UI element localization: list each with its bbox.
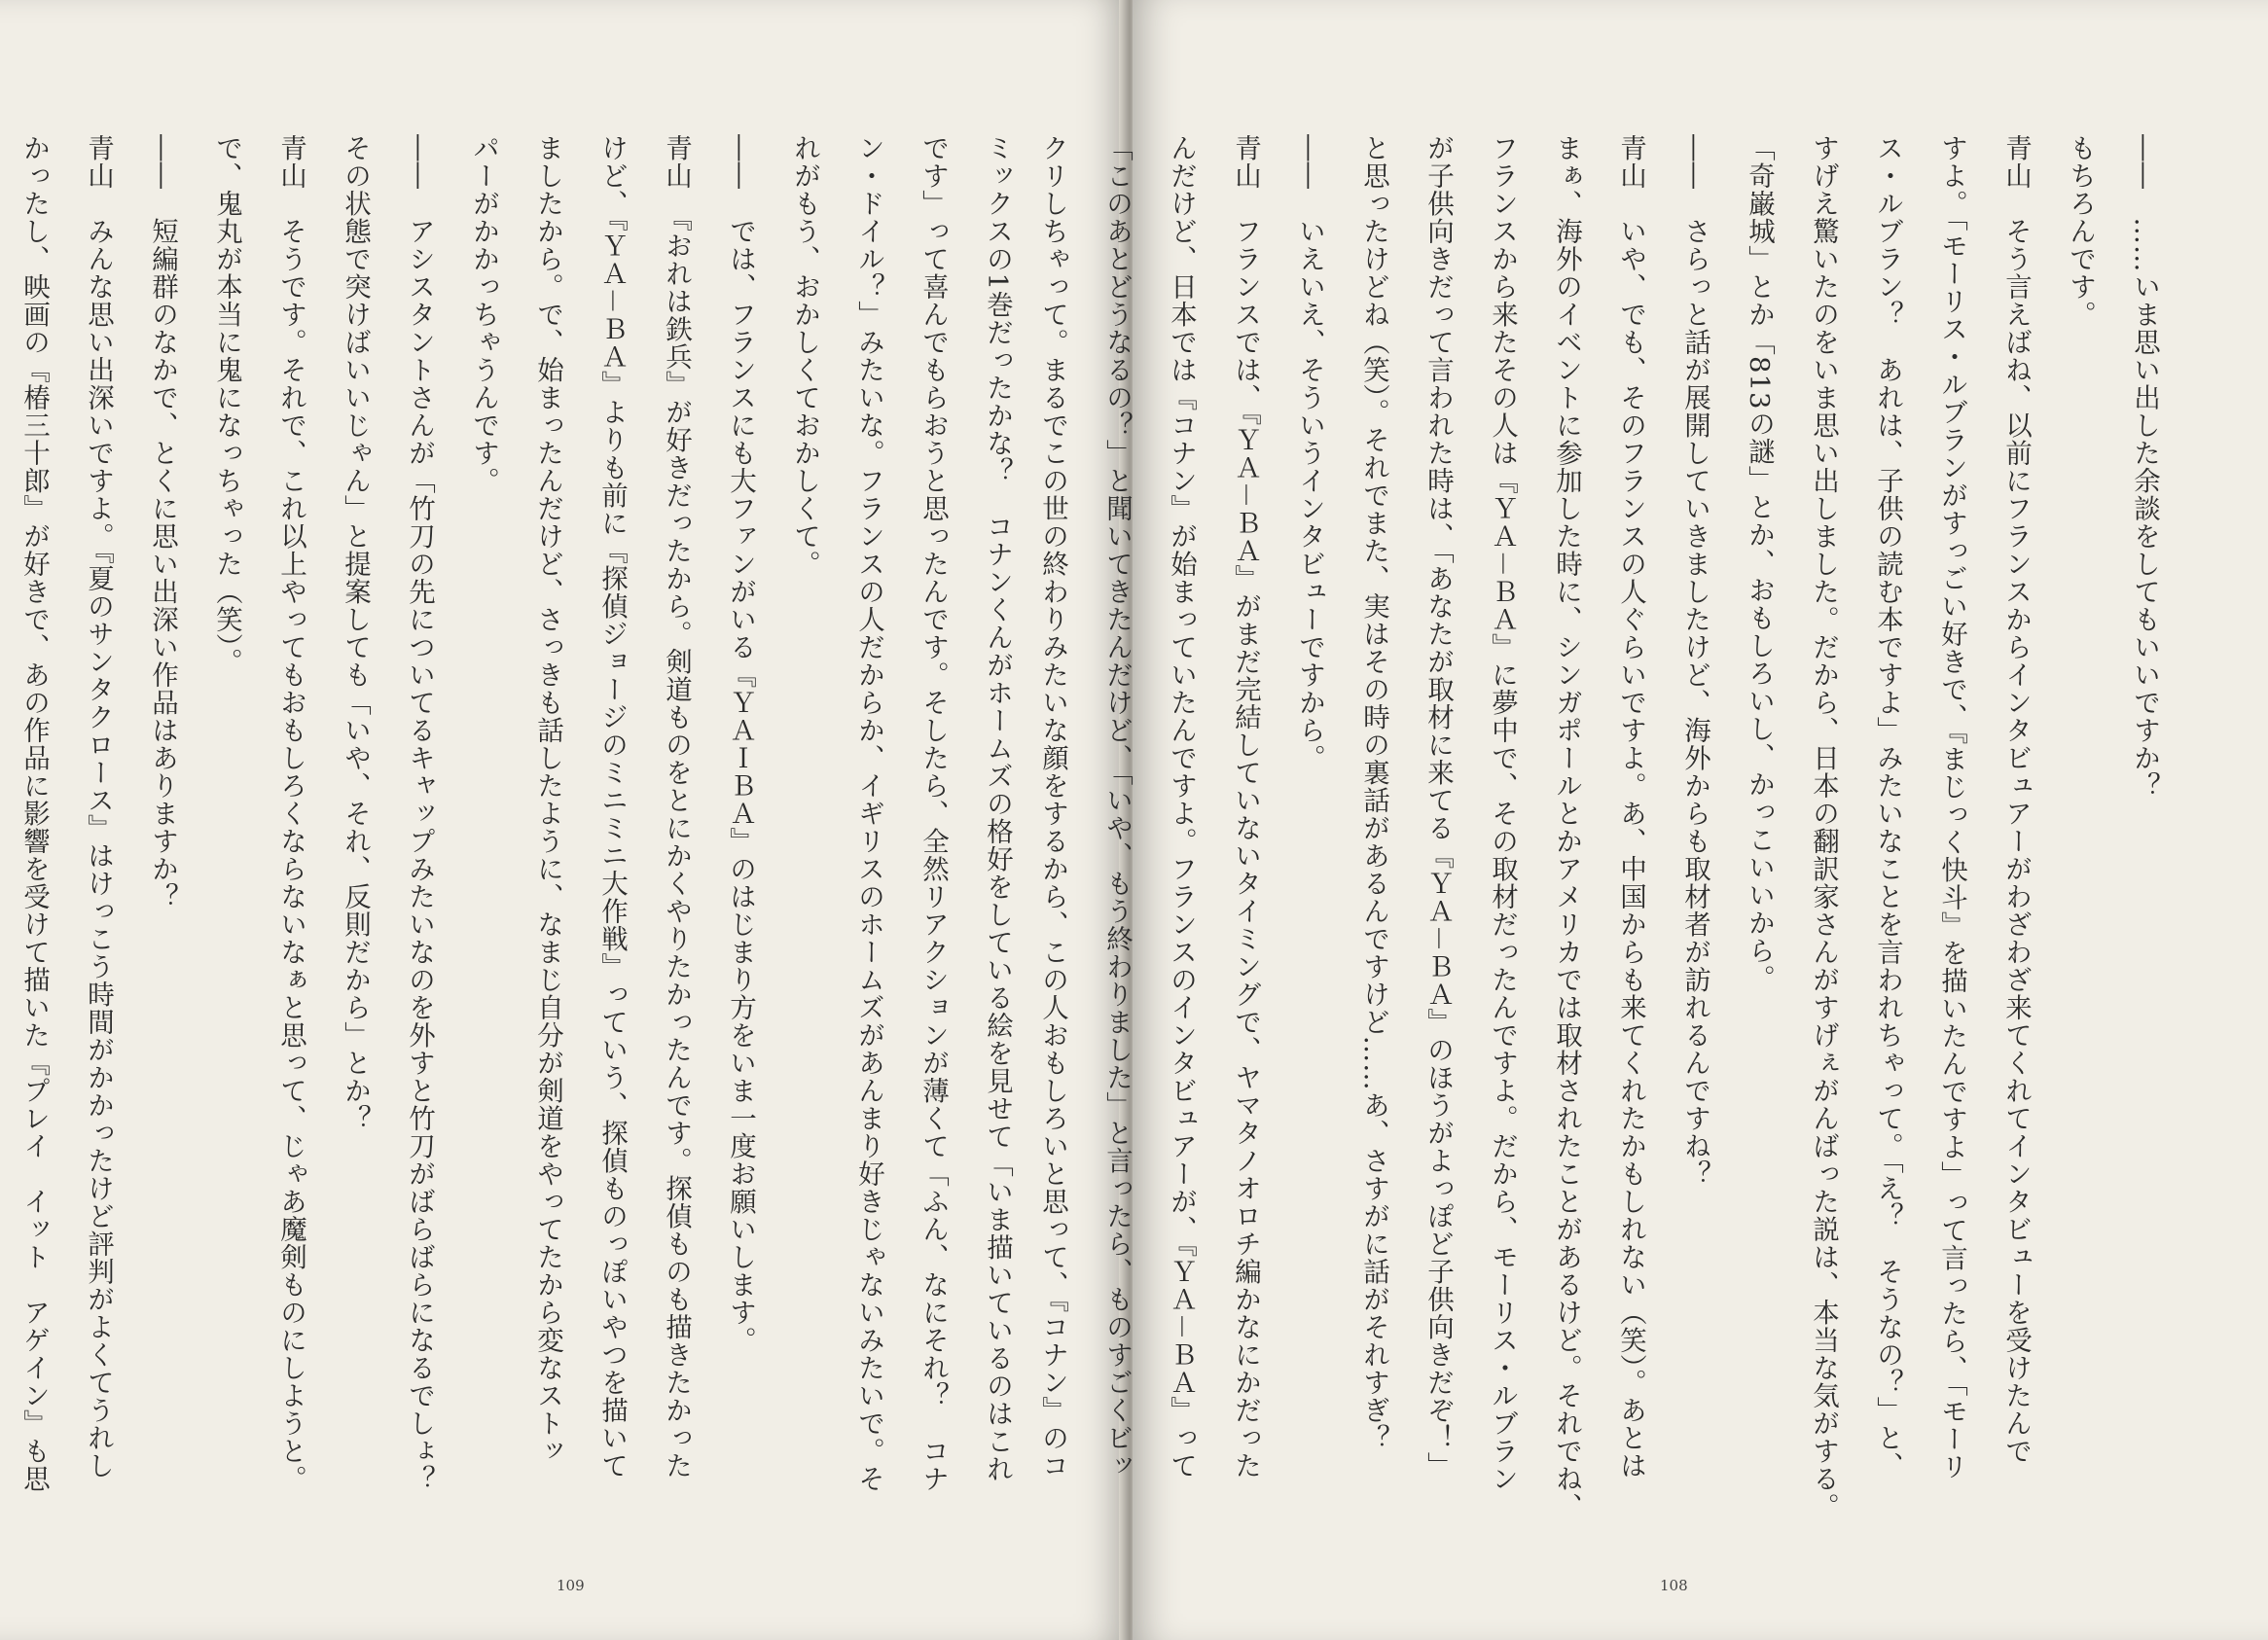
text-line: です」って喜んでもらおうと思ったんです。そしたら、全然リアクションが薄くて「ふん、なにそれ？ コナ [918, 134, 949, 1493]
text-line: ス・ルブラン？ あれは、子供の読む本ですよ」みたいなことを言われちゃって。「え？ そうなの？」と、 [1872, 134, 1903, 1480]
text-line: フランスから来たその人は『ＹＡ－ＢＡ』に夢中で、その取材だったんですよ。だから、モーリス・ルブラン [1487, 134, 1518, 1493]
text-line: 「このあとどうなるの？」と聞いてきたんだけど、「いや、もう終わりました」と言ったら、ものすごくビッ [1101, 134, 1133, 1480]
right-page-number: 108 [1660, 1577, 1688, 1594]
text-line: ましたから。で、始まったんだけど、さっきも話したように、なまじ自分が剣道をやってたから変なストッ [532, 134, 563, 1465]
left-page-number: 109 [557, 1577, 585, 1594]
text-line: もちろんです。 [2065, 134, 2096, 329]
text-line: で、鬼丸が本当に鬼になっちゃった（笑）。 [211, 134, 242, 676]
text-line: けど、『ＹＡ－ＢＡ』よりも前に『探偵ジョージのミニミニ大作戦』っていう、探偵ものっぽいやつを描いて [596, 134, 628, 1480]
text-line: と思ったけどね（笑）。それでまた、実はその時の裏話があるんですけど……あ、さすがに話がそれすぎ？ [1358, 134, 1389, 1452]
text-line: すげえ驚いたのをいま思い出しました。だから、日本の翻訳家さんがすげぇがんばった説は、本当な気がする。 [1808, 134, 1839, 1520]
text-line: ―― アシスタントさんが「竹刀の先についてるキャップみたいなのを外すと竹刀がばらばらになるでしょ？ [404, 134, 435, 1493]
left-page [0, 0, 1127, 1640]
text-line: ―― 短編群のなかで、とくに思い出深い作品はありますか？ [147, 134, 178, 910]
text-line: 青山 みんな思い出深いですよ。『夏のサンタクロース』はけっこう時間がかかったけど評判がよくてうれし [83, 134, 114, 1480]
text-line: クリしちゃって。まるでこの世の終わりみたいな顔をするから、この人おもしろいと思って、『コナン』のコ [1037, 134, 1068, 1480]
text-line: ン・ドイル？」みたいな。フランスの人だからか、イギリスのホームズがあんまり好きじゃないみたいで。そ [853, 134, 884, 1493]
text-line: 青山 いや、でも、そのフランスの人ぐらいですよ。あ、中国からも来てくれたかもしれない（笑）。あとは [1615, 134, 1646, 1480]
text-line: ―― いえいえ、そういうインタビューですから。 [1294, 134, 1325, 772]
text-line: んだけど、日本では『コナン』が始まっていたんですよ。フランスのインタビュアーが、『ＹＡ－ＢＡ』って [1166, 134, 1197, 1480]
text-line: ―― では、フランスにも大ファンがいる『ＹＡＩＢＡ』のはじまり方をいま一度お願いします。 [725, 134, 756, 1354]
text-line: すよ。「モーリス・ルブランがすっごい好きで、『まじっく快斗』を描いたんですよ」って言ったら、「モーリ [1936, 134, 1967, 1480]
text-line: その状態で突けばいいじゃん」と提案しても「いや、それ、反則だから」とか？ [340, 134, 371, 1132]
text-line: ミックスの1巻だったかな？ コナンくんがホームズの格好をしている絵を見せて「いま描いているのはこれ [982, 134, 1013, 1483]
text-line: 青山 そうです。それで、これ以上やってもおもしろくならないなぁと思って、じゃあ魔剣ものにしようと。 [275, 134, 306, 1493]
text-line: パーがかかっちゃうんです。 [468, 134, 499, 495]
text-line: かったし、映画の『椿三十郎』が好きで、あの作品に影響を受けて描いた『プレイ イット アゲイン』も思 [18, 134, 50, 1493]
text-line: 青山 フランスでは、『ＹＡ－ＢＡ』がまだ完結していないタイミングで、ヤマタノオロチ編かなにかだった [1230, 134, 1261, 1480]
text-line: ―― ……いま思い出した余談をしてもいいですか？ [2129, 134, 2160, 800]
text-line: 青山 『おれは鉄兵』が好きだったから。剣道ものをとにかくやりたかったんです。探偵ものも描きたかった [661, 134, 692, 1480]
text-line: れがもう、おかしくておかしくて。 [789, 134, 820, 578]
text-line: が子供向きだって言われた時は、「あなたが取材に来てる『ＹＡ－ＢＡ』のほうがよっぽど子供向きだぞ！」 [1422, 134, 1454, 1480]
text-line: 青山 そう言えばね、以前にフランスからインタビュアーがわざわざ来てくれてインタビューを受けたんで [2000, 134, 2032, 1465]
left-page-text [18, 134, 1029, 1493]
text-line: ―― さらっと話が展開していきましたけど、海外からも取材者が訪れるんですね？ [1679, 134, 1710, 1188]
text-line: 「奇巌城」とか「813の謎」とか、おもしろいし、かっこいいから。 [1744, 134, 1775, 992]
right-page [1037, 0, 2268, 1640]
text-line: まぁ、海外のイベントに参加した時に、シンガポールとかアメリカでは取材されたことがあるけど。それでね、 [1551, 134, 1582, 1520]
right-page-text [1037, 134, 2177, 1520]
